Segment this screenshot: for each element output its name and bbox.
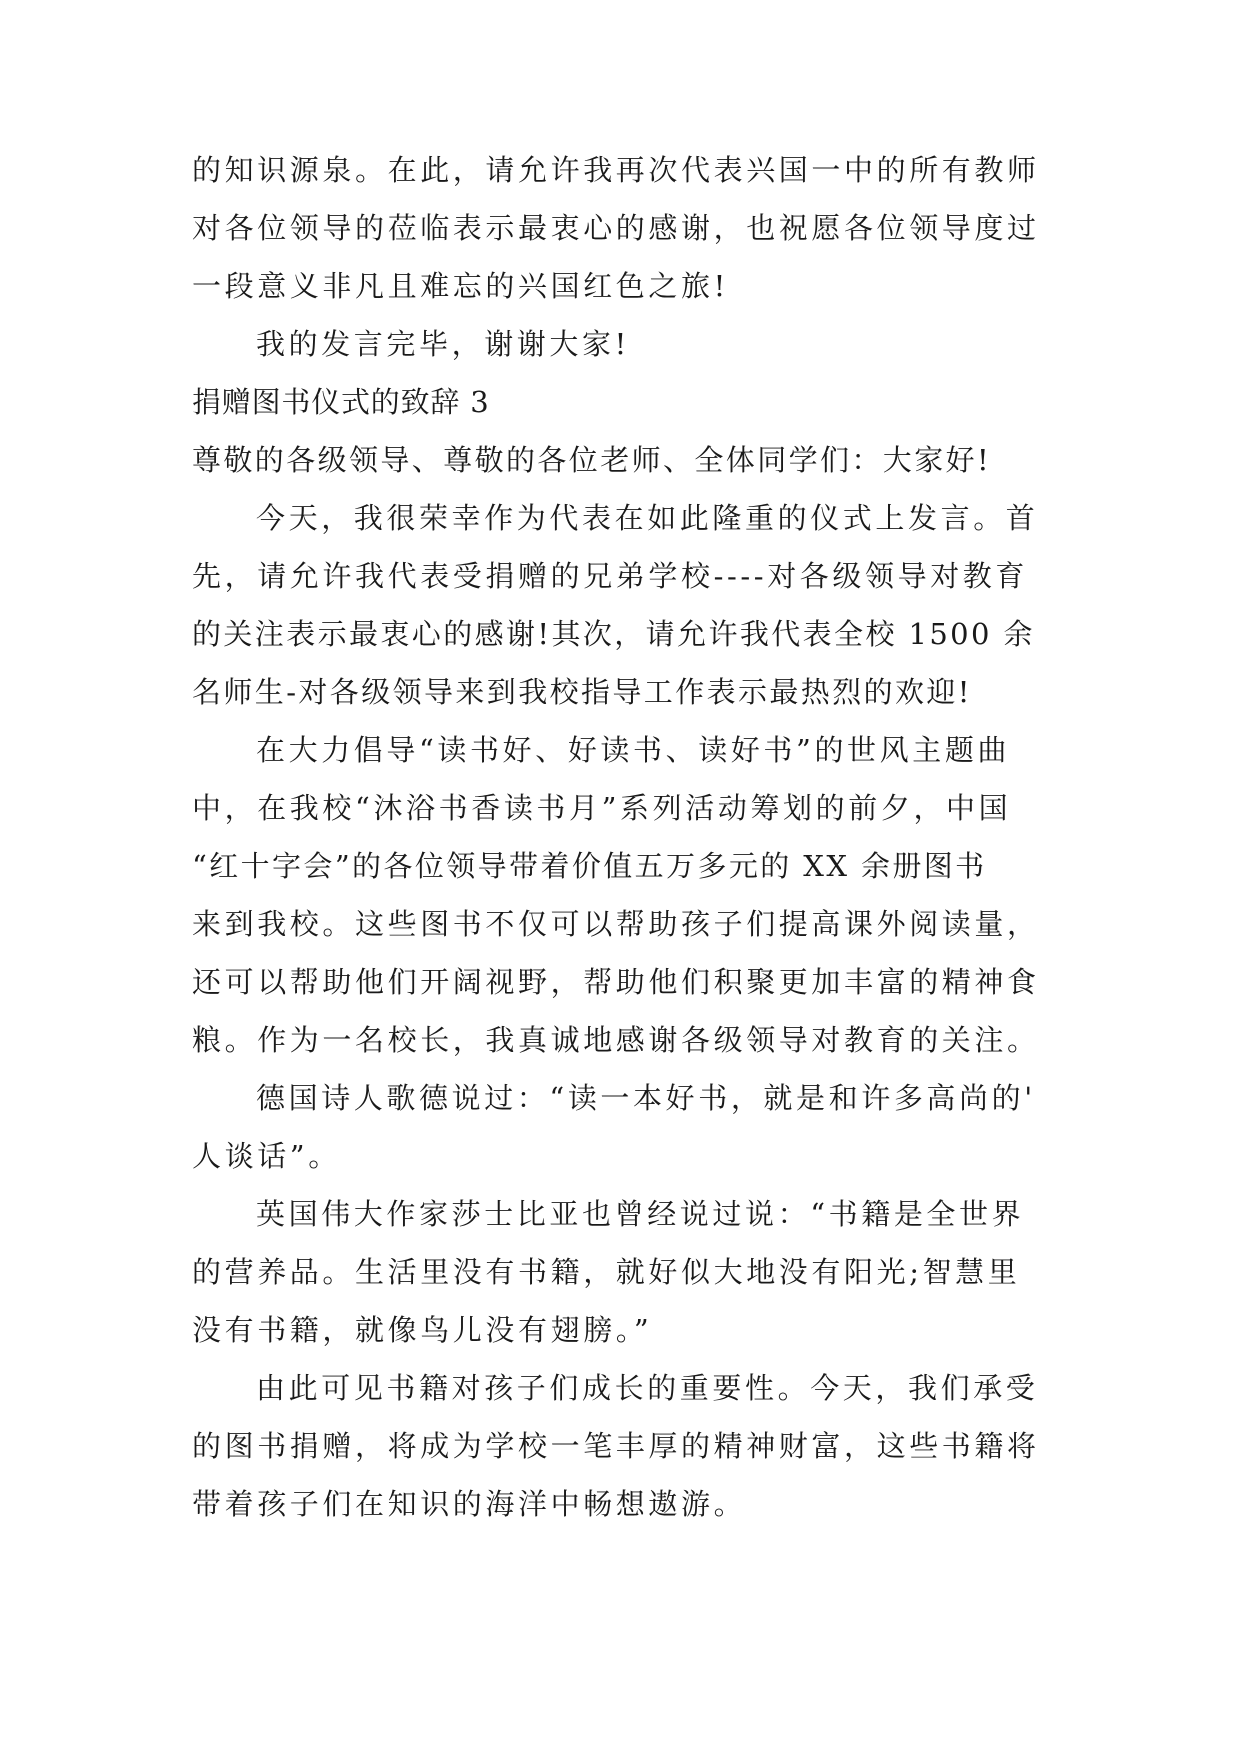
text-line: 我的发言完毕，谢谢大家! <box>256 327 630 361</box>
text-line: 英国伟大作家莎士比亚也曾经说过说：“书籍是全世界 <box>256 1197 1025 1231</box>
text-line: 的关注表示最衷心的感谢!其次，请允许我代表全校 1500 余 <box>192 617 1035 651</box>
text-line: 名师生-对各级领导来到我校指导工作表示最热烈的欢迎! <box>192 675 972 709</box>
text-line: 先，请允许我代表受捐赠的兄弟学校----对各级领导对教育 <box>192 559 1028 593</box>
text-line: 还可以帮助他们开阔视野，帮助他们积聚更加丰富的精神食 <box>192 965 1040 999</box>
text-line: 粮。作为一名校长，我真诚地感谢各级领导对教育的关注。 <box>192 1023 1040 1057</box>
text-line: 对各位领导的莅临表示最衷心的感谢，也祝愿各位领导度过 <box>192 211 1040 245</box>
text-line: 带着孩子们在知识的海洋中畅想遨游。 <box>192 1487 747 1521</box>
text-line: 没有书籍，就像鸟儿没有翅膀。” <box>192 1313 653 1347</box>
text-line: 的知识源泉。在此，请允许我再次代表兴国一中的所有教师 <box>192 153 1040 187</box>
text-line: 德国诗人歌德说过：“读一本好书，就是和许多高尚的' <box>256 1081 1036 1115</box>
text-line: 来到我校。这些图书不仅可以帮助孩子们提高课外阅读量， <box>192 907 1040 941</box>
text-line: 一段意义非凡且难忘的兴国红色之旅! <box>192 269 729 303</box>
text-line: 今天，我很荣幸作为代表在如此隆重的仪式上发言。首 <box>256 501 1039 535</box>
text-line: 人谈话”。 <box>192 1139 341 1173</box>
text-line: 中，在我校“沐浴书香读书月”系列活动筹划的前夕，中国 <box>192 791 1012 825</box>
text-line: 的营养品。生活里没有书籍，就好似大地没有阳光;智慧里 <box>192 1255 1021 1289</box>
text-line: 的图书捐赠，将成为学校一笔丰厚的精神财富，这些书籍将 <box>192 1429 1040 1463</box>
text-line: 由此可见书籍对孩子们成长的重要性。今天，我们承受 <box>256 1371 1039 1405</box>
text-line: “红十字会”的各位领导带着价值五万多元的 XX 余册图书 <box>192 849 987 883</box>
text-line: 在大力倡导“读书好、好读书、读好书”的世风主题曲 <box>256 733 1011 767</box>
heading-text: 捐赠图书仪式的致辞 3 <box>192 385 490 419</box>
text-line: 尊敬的各级领导、尊敬的各位老师、全体同学们：大家好! <box>192 443 992 477</box>
